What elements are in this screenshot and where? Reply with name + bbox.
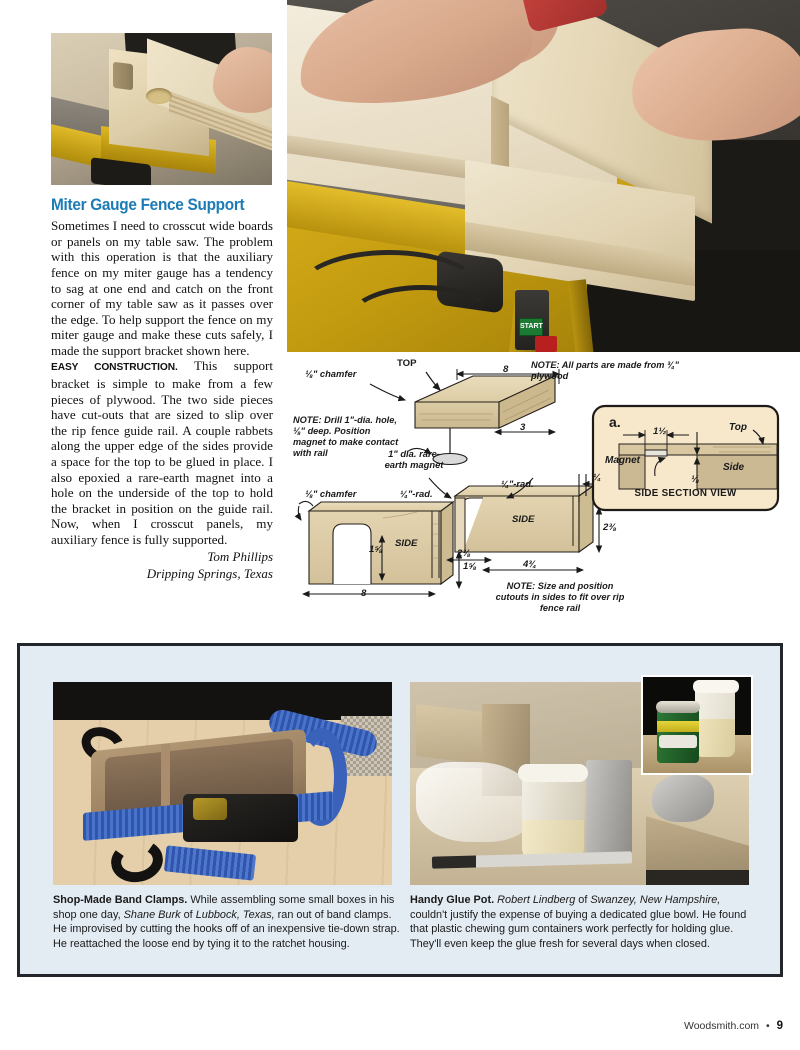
- dim-side-height-2: 1⅝: [463, 561, 477, 572]
- dim-side-height-1: 1⅝: [369, 544, 383, 555]
- hero-photo-miter-gauge-setup: [287, 0, 800, 352]
- label-rad-right: ¼: [593, 472, 602, 483]
- chamfer-leader-top: [370, 384, 405, 400]
- caption-band-clamps-body: While assembling some small boxes in his shop one day,: [53, 894, 395, 921]
- start-switch: START: [519, 318, 543, 336]
- photo-b-shadow: [646, 870, 749, 885]
- tip-paragraph-2: [51, 358, 273, 547]
- detail-dim-1-5: 1½: [653, 426, 667, 437]
- detail-label-top: Top: [729, 422, 747, 433]
- gum-container-white-glue: [695, 719, 735, 757]
- ratchet-gear: [193, 798, 227, 820]
- label-side-right: SIDE: [512, 514, 535, 525]
- caption-band-clamps: [53, 893, 403, 951]
- footer-separator: •: [765, 1020, 770, 1032]
- inset-bracket-cutout: [113, 62, 133, 90]
- top-label-leader: [426, 372, 440, 390]
- tip-paragraph-1: Sometimes I need to crosscut wide boards or panels on my table saw. The problem with this operation is that the auxiliary fence on my miter gauge has a tendency to sag at one end and catch on the front corner of my table saw as it passes over the edge. To help support the fence on my miter gauge and make these cuts safely, I made the support bracket shown here.: [51, 218, 273, 358]
- tip-article-column: [51, 196, 273, 582]
- detail-label-magnet: Magnet: [605, 455, 640, 466]
- detail-section-title: SIDE SECTION VIEW: [634, 488, 737, 499]
- detail-label-side: Side: [723, 462, 745, 473]
- note-size-cutouts: NOTE: Size and position cutouts in sides to fit over rip fence rail: [495, 581, 625, 613]
- dim-side-238-right: 2⅜: [603, 522, 617, 533]
- dim-top-width-text: 3: [520, 422, 526, 433]
- label-rare-earth-magnet: 1" dia. rare-earth magnet: [384, 448, 444, 470]
- side-piece-left-drawing: [309, 502, 453, 584]
- caption-glue-pot-title: Handy Glue Pot.: [410, 894, 495, 906]
- detail-dim-1-8: ⅛: [691, 474, 700, 485]
- photo-band-clamps: [53, 682, 392, 885]
- gum-container-label-band: [657, 721, 699, 732]
- page-footer: [684, 1020, 783, 1032]
- tip-byline-name: Tom Phillips: [207, 548, 273, 564]
- wooden-box-divider: [161, 744, 170, 807]
- caption-band-clamps-rest: ran out of band clamps. He improvised by cutting the hooks off of an inexpensive tie-down strap. He reattached the loose end by tying it to the ratchet housing.: [53, 908, 400, 950]
- inset-photo-bracket-detail: [51, 33, 272, 185]
- caption-glue-pot-mid: of: [575, 894, 591, 906]
- dim-top-length-text: 8: [503, 364, 509, 375]
- label-rad-mid: ¼"-rad.: [501, 478, 534, 489]
- bar-clamp-foot: [652, 774, 714, 822]
- power-cord-loop: [347, 285, 497, 352]
- tip-body: [51, 218, 273, 547]
- tip-byline-place: Dripping Springs, Texas: [146, 565, 273, 581]
- inset-magnet-hole: [146, 88, 172, 104]
- caption-glue-pot-place: Swanzey, New Hampshire,: [590, 894, 721, 906]
- footer-site: Woodsmith.com: [683, 1020, 760, 1032]
- caption-band-clamps-author: Shane Burk: [123, 908, 181, 921]
- label-side-left: SIDE: [395, 538, 418, 549]
- footer-page-number: 9: [776, 1020, 783, 1032]
- caption-band-clamps-title: Shop-Made Band Clamps.: [53, 894, 188, 906]
- glue-container-lid: [518, 764, 588, 782]
- inset-photo-gum-containers: [641, 675, 753, 775]
- label-chamfer-side: ⅛" chamfer: [305, 488, 357, 499]
- gum-container-white-lid: [693, 680, 739, 693]
- caption-glue-pot-author: Robert Lindberg: [497, 894, 576, 906]
- caption-glue-pot-rest: couldn't justify the expense of buying a dedicated glue bowl. He found that plastic chewing gum containers work perfectly for holding glue. They'll even keep the glue fresh for several days when closed.: [410, 908, 747, 950]
- top-piece-drawing: [415, 376, 555, 428]
- detail-marker-a: a.: [609, 414, 621, 430]
- gum-brand-logo: [659, 735, 697, 748]
- tip-lead-in: EASY CONSTRUCTION.: [51, 362, 178, 374]
- bottom-tips-panel: [17, 643, 783, 977]
- dim-side-length-text: 8: [361, 588, 367, 599]
- tip-paragraph-2-text: This support bracket is simple to make from a few pieces of plywood. The two side pieces have cut-outs that are sized to slip over the rip fence guide rail. A couple rabbets along the upper edge of the sides provide a space for the top to be glued in place. I also epoxied a rare-earth magnet into a hole on the underside of the top to hold the bracket in position on the guide rail. Now, when I crosscut panels, my auxiliary fence is fully supported.: [51, 358, 274, 548]
- label-top: TOP: [397, 358, 417, 369]
- dim-side-238-left: 2⅜: [457, 548, 471, 559]
- chamfer-leader-side: [298, 506, 301, 520]
- tip-title: Miter Gauge Fence Support: [51, 196, 245, 214]
- bar-clamp-head: [586, 760, 632, 856]
- exploded-view-diagram: [287, 356, 800, 631]
- gum-container-green: [657, 705, 699, 763]
- note-all-parts-plywood: NOTE: All parts are made from ¾" plywood: [531, 360, 679, 381]
- gum-container-green-lid: [656, 701, 700, 713]
- caption-band-clamps-place: Lubbock, Texas,: [195, 908, 275, 921]
- dim-side-434: 4¾: [523, 559, 537, 570]
- caption-glue-pot: [410, 893, 755, 951]
- label-chamfer-top: ⅛" chamfer: [305, 368, 357, 379]
- label-rad-left: ¼"-rad.: [400, 488, 433, 499]
- caption-band-clamps-mid: of: [180, 908, 196, 921]
- stop-switch: [535, 336, 557, 352]
- note-drill-magnet: NOTE: Drill 1"-dia. hole, ⅛" deep. Position magnet to make contact with rail: [293, 415, 399, 458]
